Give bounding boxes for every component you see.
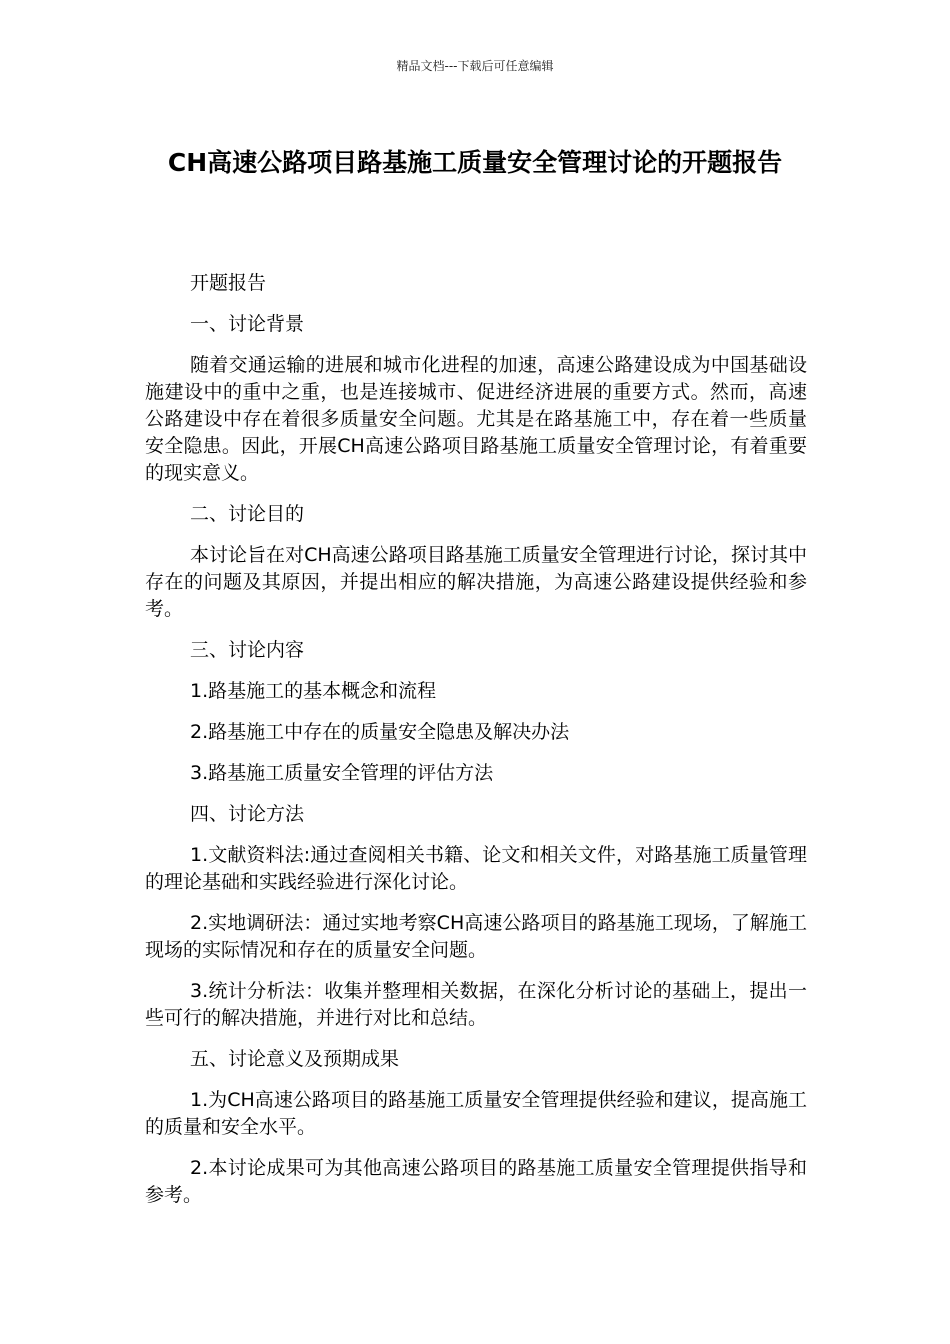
heading-purpose: 二、讨论目的: [190, 503, 305, 525]
heading-methods: 四、讨论方法: [190, 803, 305, 825]
paragraph-purpose: 本讨论旨在对CH高速公路项目路基施工质量安全管理进行讨论，探讨其中存在的问题及其原因，并提出相应的解决措施，为高速公路建设提供经验和参考。: [145, 544, 807, 620]
list-item-method-2: 2.实地调研法：通过实地考察CH高速公路项目的路基施工现场，了解施工现场的实际情况和存在的质量安全问题。: [145, 912, 807, 961]
list-item-outcome-1: 1.为CH高速公路项目的路基施工质量安全管理提供经验和建议，提高施工的质量和安全水平。: [145, 1089, 807, 1138]
page-header-note: 精品文档---下载后可任意编辑: [396, 59, 554, 73]
list-item-content-3: 3.路基施工质量安全管理的评估方法: [190, 762, 494, 784]
heading-background: 一、讨论背景: [190, 313, 305, 335]
paragraph-report-label: 开题报告: [190, 272, 267, 294]
paragraph-background: 随着交通运输的进展和城市化进程的加速，高速公路建设成为中国基础设施建设中的重中之重，也是连接城市、促进经济进展的重要方式。然而，高速公路建设中存在着很多质量安全问题。尤其是在路基施工中，存在着一些质量安全隐患。因此，开展CH高速公路项目路基施工质量安全管理讨论，有着重要的现实意义。: [145, 354, 807, 484]
heading-content: 三、讨论内容: [190, 639, 305, 661]
heading-significance: 五、讨论意义及预期成果: [190, 1048, 400, 1070]
list-item-outcome-2: 2.本讨论成果可为其他高速公路项目的路基施工质量安全管理提供指导和参考。: [145, 1157, 807, 1206]
list-item-content-1: 1.路基施工的基本概念和流程: [190, 680, 437, 702]
list-item-content-2: 2.路基施工中存在的质量安全隐患及解决办法: [190, 721, 570, 743]
list-item-method-3: 3.统计分析法：收集并整理相关数据，在深化分析讨论的基础上，提出一些可行的解决措施，并进行对比和总结。: [145, 980, 807, 1029]
document-title: CH高速公路项目路基施工质量安全管理讨论的开题报告: [167, 148, 783, 177]
document-body: [145, 270, 807, 1223]
list-item-method-1: 1.文献资料法:通过查阅相关书籍、论文和相关文件，对路基施工质量管理的理论基础和实践经验进行深化讨论。: [145, 844, 807, 893]
